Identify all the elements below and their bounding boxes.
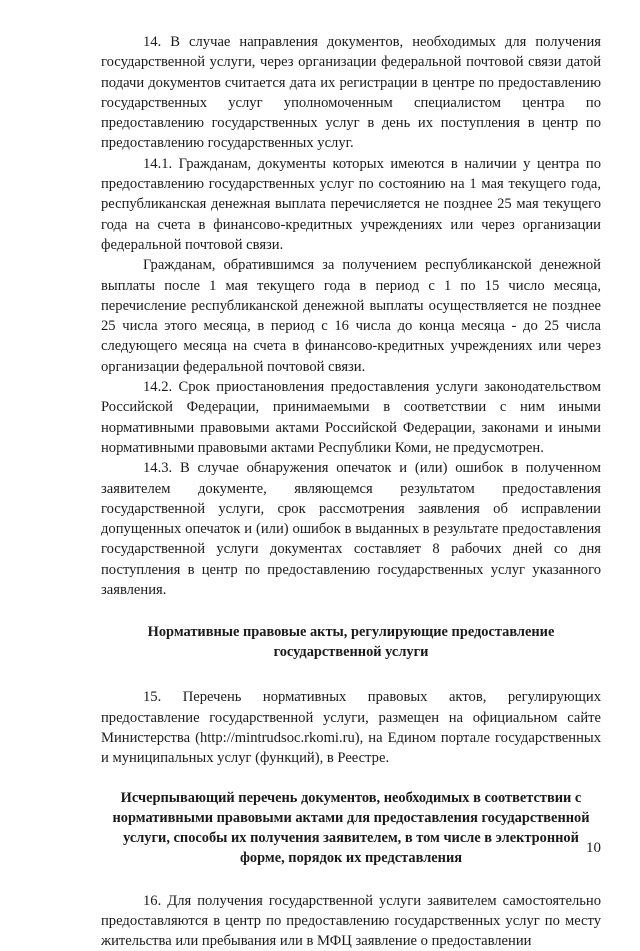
paragraph-16: 16. Для получения государственной услуги заявителем самостоятельно предоставляются в центр по предоставлению государственных услуг по месту жительства или пребывания или в МФЦ заявление о предоставлении xyxy=(101,891,601,951)
section-heading-legal-acts: Нормативные правовые акты, регулирующие предоставление государственной услуги xyxy=(101,622,601,662)
section-heading-required-documents: Исчерпывающий перечень документов, необходимых в соответствии с нормативными правовыми актами для предоставления государственной услуги, способы их получения заявителем, в том числе в электронной форме, порядок их представления xyxy=(101,788,601,868)
paragraph-14-2: 14.2. Срок приостановления предоставления услуги законодательством Российской Федерации, принимаемыми в соответствии с ним иными нормативными правовыми актами Российской Федерации, законами и иными нормативными правовыми актами Республики Коми, не предусмотрен. xyxy=(101,377,601,458)
document-body xyxy=(101,32,601,951)
page-number: 10 xyxy=(586,839,601,857)
paragraph-14-1-continued: Гражданам, обратившимся за получением республиканской денежной выплаты после 1 мая текущего года в период с 1 по 15 число месяца, перечисление республиканской денежной выплаты осуществляется не позднее 25 числа этого месяца, в период с 16 числа до конца месяца - до 25 числа следующего месяца на счета в финансово-кредитных учреждениях или через организации федеральной почтовой связи. xyxy=(101,255,601,377)
paragraph-14: 14. В случае направления документов, необходимых для получения государственной услуги, через организации федеральной почтовой связи датой подачи документов считается дата их регистрации в центре по предоставлению государственных услуг уполномоченным специалистом центра по предоставлению государственных услуг в день их поступления в центр по предоставлению государственных услуг. xyxy=(101,32,601,154)
paragraph-14-1: 14.1. Гражданам, документы которых имеются в наличии у центра по предоставлению государственных услуг по состоянию на 1 мая текущего года, республиканская денежная выплата перечисляется не позднее 25 мая текущего года на счета в финансово-кредитных учреждениях или через организации федеральной почтовой связи. xyxy=(101,154,601,255)
paragraph-15: 15. Перечень нормативных правовых актов, регулирующих предоставление государственной услуги, размещен на официальном сайте Министерства (http://mintrudsoc.rkomi.ru), на Едином портале государственных и муниципальных услуг (функций), в Реестре. xyxy=(101,687,601,768)
paragraph-14-3: 14.3. В случае обнаружения опечаток и (или) ошибок в полученном заявителем документе, являющемся результатом предоставления государственной услуги, срок рассмотрения заявления об исправлении допущенных опечаток и (или) ошибок в выданных в результате предоставления государственной услуги документах составляет 8 рабочих дней со дня поступления в центр по предоставлению государственных услуг указанного заявления. xyxy=(101,458,601,600)
